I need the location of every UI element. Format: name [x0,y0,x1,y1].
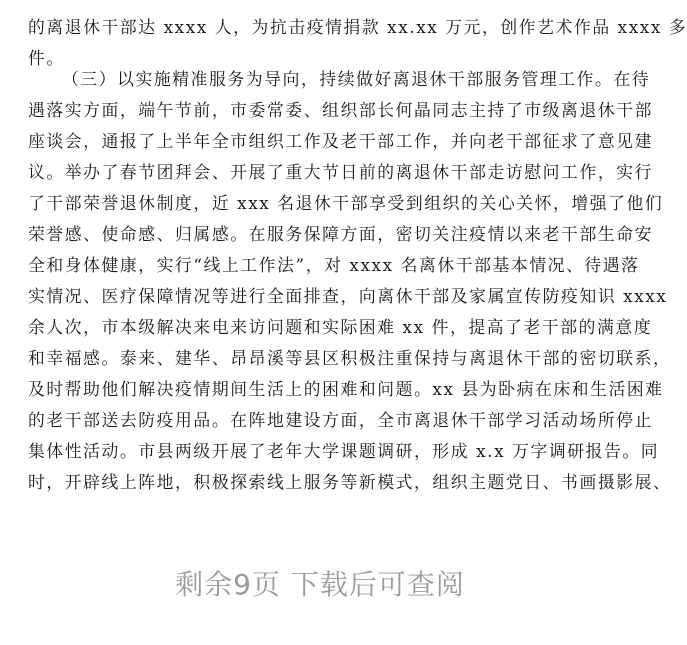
text-line: 荣誉感、使命感、归属感。在服务保障方面，密切关注疫情以来老干部生命安 [28,224,653,244]
paragraph-heading-line: （三）以实施精准服务为导向，持续做好离退休干部服务管理工作。在待 [62,69,651,89]
text-line: 时，开辟线上阵地，积极探索线上服务等新模式，组织主题党日、书画摄影展、 [28,472,672,492]
text-line: 议。举办了春节团拜会、开展了重大节日前的离退休干部走访慰问工作，实行 [28,162,653,182]
text-line: 实情况、医疗保障情况等进行全面排查，向离休干部及家属宣传防疫知识 xxxx [28,286,668,306]
text-line: 座谈会，通报了上半年全市组织工作及老干部工作，并向老干部征求了意见建 [28,131,653,151]
remaining-pages-banner[interactable] [0,560,640,606]
text-line: 全和身体健康，实行“线上工作法”，对 xxxx 名离休干部基本情况、待遇落 [28,255,640,275]
text-line: 及时帮助他们解决疫情期间生活上的困难和问题。xx 县为卧病在床和生活困难 [28,379,664,399]
text-line: 了干部荣誉退休制度，近 xxx 名退休干部享受到组织的关心关怀，增强了他们 [28,193,664,213]
text-line: 集体性活动。市县两级开展了老年大学课题调研，形成 x.x 万字调研报告。同 [28,441,660,461]
text-line: 遇落实方面，端午节前，市委常委、组织部长何晶同志主持了市级离退休干部 [28,100,653,120]
text-line: 的离退休干部达 xxxx 人，为抗击疫情捐款 xx.xx 万元，创作艺术作品 xxxx 多 [28,17,687,37]
text-line: 余人次，市本级解决来电来访问题和实际困难 xx 件，提高了老干部的满意度 [28,317,653,337]
text-line: 件。 [28,48,65,68]
text-line: 的老干部送去防疫用品。在阵地建设方面，全市离退休干部学习活动场所停止 [28,410,653,430]
text-line: 和幸福感。泰来、建华、昂昂溪等县区积极注重保持与离退休干部的密切联系， [28,348,672,368]
download-to-read-link[interactable]: 剩余9页 下载后可查阅 [175,568,465,601]
